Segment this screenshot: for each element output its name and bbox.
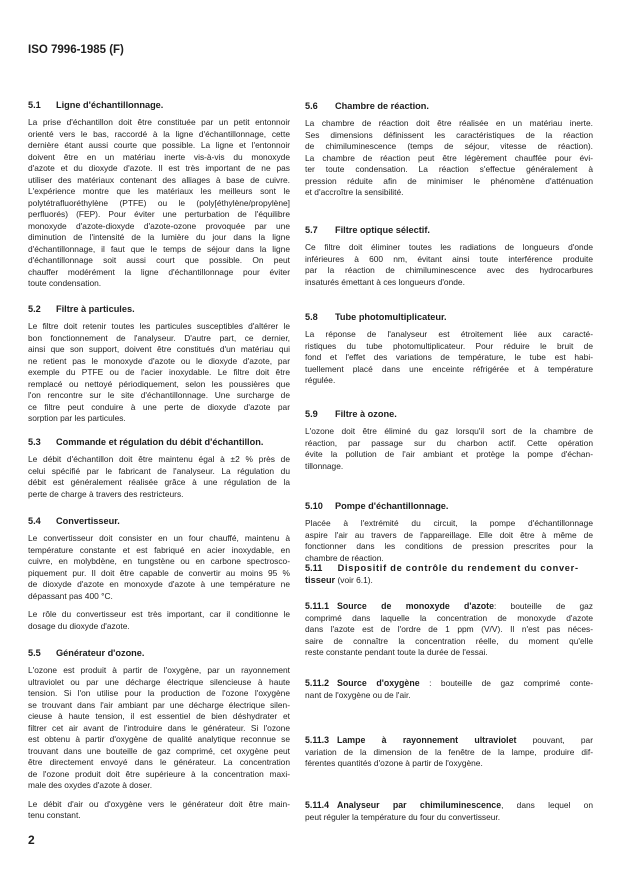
text-line: chambre de réaction. xyxy=(305,552,384,563)
text-line: chauffer modérément la ligne d'échantillonnage pour éviter xyxy=(28,266,290,277)
section-number: 5.7 xyxy=(305,225,318,235)
text-line: d'échantillonnage, il faut que le temps de séjour dans la ligne xyxy=(28,243,290,254)
subsection-title: Source de monoxyde d'azote xyxy=(336,601,495,611)
section-number: 5.9 xyxy=(305,409,318,419)
text-line: et d'accroître la sensibilité. xyxy=(305,187,404,197)
text-line: orienté vers le bas, raccordé à la ligne d'échantillonnage, cette xyxy=(28,128,290,139)
text-line: température constante et est fabriqué en acier inoxydable, en xyxy=(28,544,290,555)
text-line: débit est généralement réalisée grâce à une régulation de la xyxy=(28,477,290,487)
text-line: nant de l'oxygène ou de l'air. xyxy=(305,689,411,700)
document-header: ISO 7996-1985 (F) xyxy=(28,44,124,56)
text-line: saire de connaître la concentration réelle, du moment qu'elle xyxy=(305,635,593,646)
text-line: trouvant dans une bouteille de gaz comprimé, cet oxygène peut xyxy=(28,745,290,756)
section-heading xyxy=(28,436,290,448)
paragraph xyxy=(305,329,593,387)
text-line: ainsi que son support, doivent être constitués d'un matériau qui xyxy=(28,344,290,354)
text-line: L'ozone doit être éliminé du gaz lorsqu'il sort de la chambre de xyxy=(305,426,593,436)
text-line: Le débit d'échantillon doit être maintenu égal à ±2 % près de xyxy=(28,454,290,464)
text-line: toute condensation. xyxy=(28,278,102,288)
section-5-2 xyxy=(28,303,290,432)
section-title: Convertisseur. xyxy=(56,516,120,526)
text-line: perte de charge à travers des restricteurs. xyxy=(28,488,184,499)
section-heading xyxy=(28,303,290,315)
section-5-9 xyxy=(305,408,593,479)
text-line: Le rôle du convertisseur est très important, car il conditionne le xyxy=(28,609,290,619)
text-line: La réponse de l'analyseur est étroitement liée aux caracté- xyxy=(305,329,593,339)
text-line: remplacé ou nettoyé périodiquement, selon les poussières que xyxy=(28,378,290,389)
text-line: inférieures à 600 nm, évitant ainsi toute interférence produite xyxy=(305,253,593,264)
section-title-cont: tisseur xyxy=(305,575,336,585)
section-title: Filtre à particules. xyxy=(56,304,135,314)
section-number: 5.4 xyxy=(28,516,41,526)
section-title: Générateur d'ozone. xyxy=(56,648,145,658)
section-5-3 xyxy=(28,436,290,507)
page-number: 2 xyxy=(28,833,35,847)
text-line: fond et l'effet des variations de température, le tube est habi- xyxy=(305,352,593,362)
text-line: ristiques du tube photomultiplicateur. Pour réduire le bruit de xyxy=(305,340,593,351)
subsection-number: 5.11.3 xyxy=(305,735,329,745)
subsection-title: Source d'oxygène xyxy=(336,678,420,688)
text-line: L'ozone est produit à partir de l'oxygène, par un rayonnement xyxy=(28,665,290,675)
section-number: 5.10 xyxy=(305,501,323,511)
paragraph xyxy=(28,533,290,602)
section-title: Tube photomultiplicateur. xyxy=(335,312,447,322)
section-title: Dispositif de contrôle du rendement du conver- xyxy=(337,563,579,573)
subsection-title: Analyseur par chimiluminescence xyxy=(336,800,502,810)
section-5-6 xyxy=(305,100,593,206)
section-5-5 xyxy=(28,647,290,829)
paragraph xyxy=(305,518,593,564)
section-number: 5.3 xyxy=(28,437,41,447)
subsection-5-11-4 xyxy=(305,800,593,830)
paragraph xyxy=(305,118,593,199)
section-title: Commande et régulation du débit d'échantillon. xyxy=(56,437,264,447)
text-line: La chambre de réaction doit être réalisée en un matériau inerte. xyxy=(305,118,593,128)
text-line: d'azote et du dioxyde d'azote. Il est très important de ne pas xyxy=(28,163,290,173)
text-line: de l'ozone produit doit être supérieure à la concentration maxi- xyxy=(28,768,290,779)
text-line: aspire l'air au travers de l'appareillage. Elle doit être à même de xyxy=(305,529,593,540)
text-line: Le convertisseur doit consister en un four chauffé, maintenu à xyxy=(28,533,290,543)
paragraph xyxy=(28,609,290,632)
paragraph xyxy=(28,665,290,792)
section-5-10 xyxy=(305,500,593,571)
text-line: celui spécifié par le fabricant de l'analyseur. La régulation du xyxy=(28,465,290,476)
text-line: diminution de l'intensité de la lumière du jour dans la ligne xyxy=(28,232,290,242)
section-title: Chambre de réaction. xyxy=(335,101,429,111)
text-line: tension. Si l'on utilise pour la production de l'ozone l'oxygène xyxy=(28,688,290,698)
paragraph xyxy=(28,454,290,500)
text-line: ne retient pas le monoxyde d'azote ou le dioxyde d'azote, par xyxy=(28,355,290,366)
text-line: ce filtre peut conduire à une perte de dioxyde d'azote par xyxy=(28,401,290,412)
subsection-number: 5.11.2 xyxy=(305,678,329,688)
section-heading xyxy=(305,100,593,112)
section-heading xyxy=(305,562,593,586)
paragraph xyxy=(305,735,593,770)
text-line: régulée. xyxy=(305,375,336,385)
text-line: utiliser des matériaux contenant des alliages à base de cuivre. xyxy=(28,174,290,185)
text-line: cieuse à haute tension, il est essentiel de bien déshydrater et xyxy=(28,711,290,721)
section-title: Ligne d'échantillonnage. xyxy=(56,100,164,110)
section-5-7 xyxy=(305,224,593,295)
text-line: Ses dimensions définissent les caractéristiques de la réaction xyxy=(305,129,593,140)
text-line: fonctionner dans les conditions de pression prescrites pour la xyxy=(305,541,593,551)
section-number: 5.11 xyxy=(305,563,323,573)
text-line: évite la pollution de l'air ambiant et protège la pompe d'échan- xyxy=(305,449,593,459)
text-line: sorption par les particules. xyxy=(28,413,126,423)
text-line: réaction, par passage sur du charbon actif. Cette opération xyxy=(305,437,593,448)
section-title: Filtre optique sélectif. xyxy=(335,225,430,235)
text-line: male des oxydes d'azote à doser. xyxy=(28,780,153,790)
text-line: tenu constant. xyxy=(28,810,81,820)
subsection-number: 5.11.4 xyxy=(305,800,329,810)
text-fragment: : bouteille de gaz comprimé conte- xyxy=(419,678,593,688)
section-title: Pompe d'échantillonnage. xyxy=(335,501,449,511)
section-heading xyxy=(28,647,290,659)
section-number: 5.8 xyxy=(305,312,318,322)
text-line xyxy=(305,678,593,690)
section-heading xyxy=(28,515,290,527)
text-line: Placée à l'extrémité du circuit, la pompe d'échantillonnage xyxy=(305,518,593,528)
section-title-ref: (voir 6.1). xyxy=(335,575,373,585)
text-line: tuellement placé dans une enceinte réfrigérée et à température xyxy=(305,363,593,374)
section-title: Filtre à ozone. xyxy=(335,409,397,419)
text-line: La prise d'échantillon doit être constituée par un petit entonnoir xyxy=(28,117,290,127)
text-line: comprimé dans laquelle la concentration de monoxyde d'azote xyxy=(305,612,593,623)
text-line: férentes quantités d'ozone à partir de l'oxygène. xyxy=(305,758,483,768)
section-heading xyxy=(28,99,290,111)
text-line: est obtenu à partir d'oxygène de qualité analytique reconnue se xyxy=(28,734,290,744)
text-line: tillonnage. xyxy=(305,460,344,471)
text-line: perfluorés) (FEP). Pour éviter une perturbation de l'équilibre xyxy=(28,209,290,219)
paragraph xyxy=(305,800,593,823)
paragraph xyxy=(305,426,593,472)
text-line: reste constante pendant toute la durée de l'essai. xyxy=(305,647,488,657)
section-heading xyxy=(305,408,593,420)
text-line: variation de la dimension de la fenêtre de la lampe, produire dif- xyxy=(305,746,593,757)
text-line xyxy=(305,800,593,812)
text-line xyxy=(305,601,593,613)
paragraph xyxy=(28,321,290,425)
text-line: de dioxyde d'azote en monoxyde d'azote à une température ne xyxy=(28,579,290,589)
subsection-5-11-3 xyxy=(305,735,593,777)
text-line: peut réguler la température du four du convertisseur. xyxy=(305,811,501,822)
text-line: dans l'azote est de l'ordre de 1 ppm (V/V). Il n'est pas néces- xyxy=(305,624,593,634)
section-number: 5.2 xyxy=(28,304,41,314)
section-heading xyxy=(305,224,593,236)
paragraph xyxy=(305,242,593,288)
paragraph xyxy=(28,799,290,822)
section-number: 5.5 xyxy=(28,648,41,658)
subsection-5-11-1 xyxy=(305,601,593,666)
section-heading xyxy=(305,500,593,512)
text-line: piquement pur. Il doit être capable de convertir au moins 95 % xyxy=(28,567,290,578)
text-line: Le débit d'air ou d'oxygène vers le générateur doit être main- xyxy=(28,798,290,809)
text-line: ultraviolet ou par une décharge électrique silencieuse à haute xyxy=(28,676,290,687)
paragraph xyxy=(305,601,593,659)
text-line: exemple du PTFE ou de l'acier inoxydable. Le filtre doit être xyxy=(28,367,290,377)
subsection-number: 5.11.1 xyxy=(305,601,329,611)
section-5-11 xyxy=(305,562,593,592)
text-line: doivent être en un matériau inerte vis-à-vis du monoxyde xyxy=(28,151,290,162)
section-5-4 xyxy=(28,515,290,639)
text-fragment: pouvant, par xyxy=(516,735,594,745)
text-line: filtrer cet air avant de l'introduire dans le générateur. Si l'ozone xyxy=(28,722,290,733)
text-line: dernière étant aussi courte que possible. La ligne et l'entonnoir xyxy=(28,140,290,150)
text-line: cuivre, en molybdène, en tungstène ou en carbone spectrosco- xyxy=(28,556,290,566)
text-fragment: : bouteille de gaz xyxy=(494,601,593,611)
text-line: dépassant pas 400 °C. xyxy=(28,590,113,601)
subsection-title: Lampe à rayonnement ultraviolet xyxy=(336,735,517,745)
text-line xyxy=(305,735,593,747)
paragraph xyxy=(305,678,593,701)
text-line: bon fonctionnement de l'analyseur. D'autre part, ce dernier, xyxy=(28,332,290,343)
text-line: par la réaction de chimiluminescence avec des hydrocarbures xyxy=(305,265,593,275)
text-line: L'expérience montre que les matériaux les meilleurs sont le xyxy=(28,186,290,196)
text-fragment: , dans lequel on xyxy=(501,800,594,810)
text-line: d'échantillonnage soit aussi court que possible. On peut xyxy=(28,255,290,265)
text-line: polytétrafluoréthylène (PTFE) ou le (poly[éthylène/propylène] xyxy=(28,197,290,208)
paragraph xyxy=(28,117,290,290)
text-line: se trouvant dans l'air ambiant par une décharge électrique silen- xyxy=(28,699,290,710)
text-line: monoxyde d'azote-dioxyde d'azote-ozone provoquée par une xyxy=(28,220,290,231)
text-line: être directement envoyé dans le générateur. La concentration xyxy=(28,757,290,767)
subsection-5-11-2 xyxy=(305,678,593,708)
section-number: 5.6 xyxy=(305,101,318,111)
section-5-8 xyxy=(305,311,593,394)
text-line: pression réduite afin de minimiser le phénomène d'atténuation xyxy=(305,175,593,186)
section-5-1 xyxy=(28,99,290,297)
text-line: ter toute condensation. La réaction s'effectue généralement à xyxy=(305,164,593,174)
text-line: Le filtre doit retenir toutes les particules susceptibles d'altérer le xyxy=(28,321,290,331)
section-number: 5.1 xyxy=(28,100,41,110)
text-line: l'on rencontre sur le site d'échantillonnage. Une surcharge de xyxy=(28,390,290,400)
text-line: dosage du dioxyde d'azote. xyxy=(28,620,130,631)
text-line: La chambre de réaction peut être légèrement chauffée pour évi- xyxy=(305,152,593,163)
section-heading xyxy=(305,311,593,323)
text-line: Ce filtre doit éliminer toutes les radiations de longueurs d'onde xyxy=(305,242,593,252)
text-line: insaturés émettant à ces longueurs d'onde. xyxy=(305,276,465,287)
text-line: de chimiluminescence (temps de séjour, vitesse de réaction). xyxy=(305,141,593,151)
